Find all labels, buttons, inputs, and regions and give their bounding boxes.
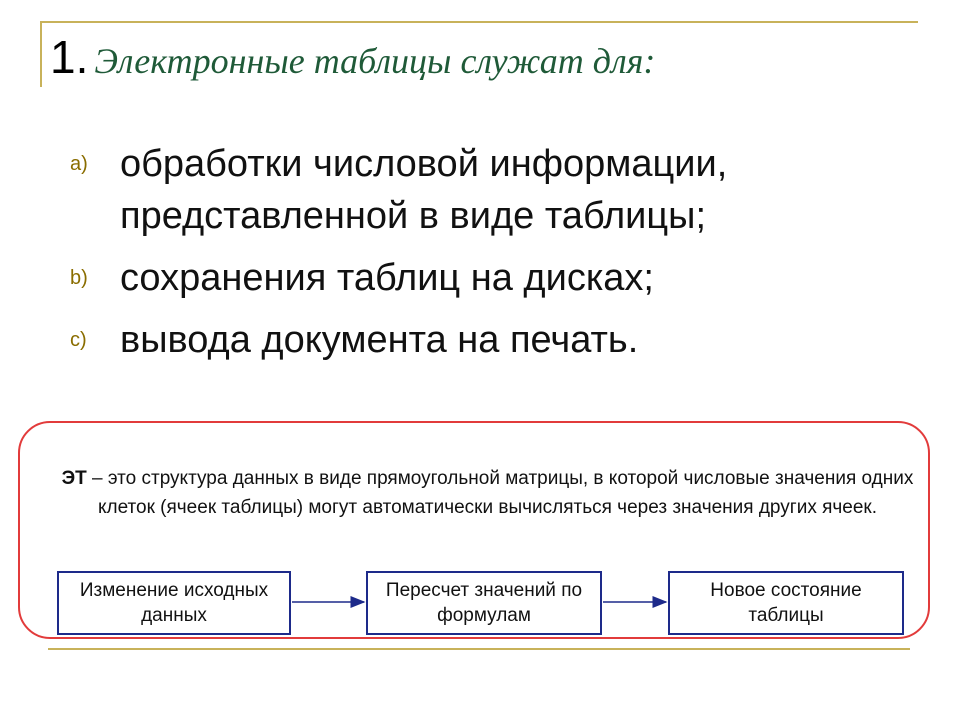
option-a	[70, 138, 930, 242]
flow-step-new-state	[668, 571, 904, 635]
flow-step-2-label: Пересчет значений по формулам	[385, 580, 583, 626]
left-rule-line	[40, 21, 42, 87]
option-c-marker: c)	[70, 329, 87, 351]
flow-step-3-label: Новое состояние таблицы	[710, 580, 862, 626]
option-a-marker: a)	[70, 153, 88, 175]
option-a-text: обработки числовой информации, представленной в виде таблицы;	[120, 143, 728, 237]
definition-term: ЭТ	[61, 468, 87, 489]
options-list	[70, 138, 930, 376]
option-c	[70, 314, 930, 366]
option-b-text: сохранения таблиц на дисках;	[120, 257, 654, 299]
option-b	[70, 252, 930, 304]
flow-step-recalculation	[366, 571, 602, 635]
flow-step-1-label: Изменение исходных данных	[79, 580, 269, 626]
title-number: 1.	[50, 31, 89, 83]
definition-body: – это структура данных в виде прямоугольной матрицы, в которой числовые значения одних клеток (ячеек таблицы) могут автоматически вычисляться через значения других ячеек.	[86, 468, 914, 518]
title-text: Электронные таблицы служат для:	[94, 41, 656, 81]
flow-step-input-change	[57, 571, 291, 635]
definition-text	[40, 464, 935, 522]
top-rule-line	[40, 21, 918, 23]
bottom-rule-line	[48, 648, 910, 650]
option-c-text: вывода документа на печать.	[120, 319, 639, 361]
option-b-marker: b)	[70, 267, 88, 289]
slide-title	[50, 30, 655, 84]
